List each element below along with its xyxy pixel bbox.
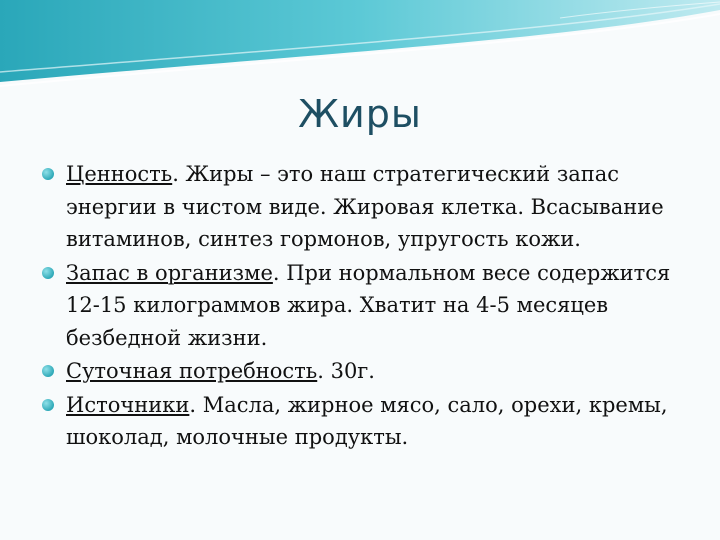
bullet-text: . 30г.: [317, 359, 375, 383]
slide-title: Жиры: [298, 92, 422, 136]
bullet-dot-icon: [42, 365, 54, 377]
bullet-term: Ценность: [66, 162, 173, 186]
header-wave-decoration: [0, 0, 720, 90]
bullet-value: [42, 158, 682, 256]
bullet-dot-icon: [42, 168, 54, 180]
bullet-dot-icon: [42, 267, 54, 279]
bullet-term: Источники: [66, 392, 190, 417]
bullet-list: [42, 158, 682, 455]
bullet-text: . Жиры – это наш стратегический запас энергии в чистом виде. Жировая клетка. Всасывание витаминов, синтез гормонов, упругость кожи.: [66, 162, 664, 251]
bullet-term: Суточная потребность: [66, 359, 318, 383]
bullet-text: . Масла, жирное мясо, сало, орехи, кремы, шоколад, молочные продукты.: [66, 392, 668, 449]
bullet-reserve: [42, 257, 682, 355]
bullet-dot-icon: [42, 399, 54, 411]
bullet-term: Запас в организме: [66, 260, 273, 285]
bullet-sources: [42, 389, 682, 454]
bullet-daily-need: [42, 355, 682, 388]
bullet-text: . При нормальном весе содержится 12-15 килограммов жира. Хватит на 4-5 месяцев безбедной жизни.: [66, 260, 671, 350]
